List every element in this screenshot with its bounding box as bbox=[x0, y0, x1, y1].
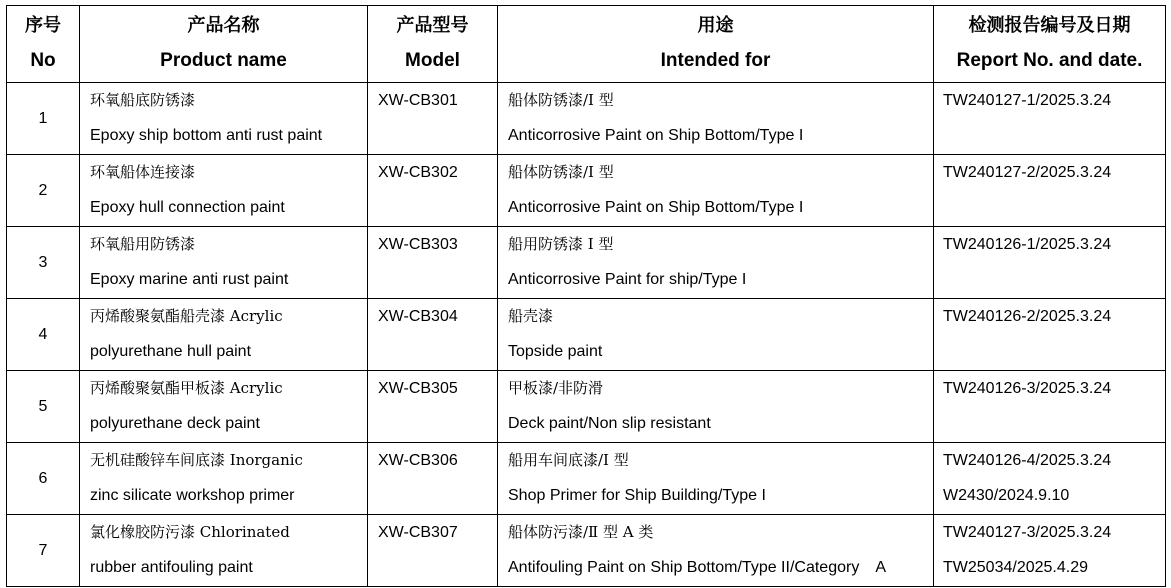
table-row bbox=[7, 299, 1166, 371]
product-name-cell bbox=[80, 299, 368, 371]
intended-for-en: Anticorrosive Paint on Ship Bottom/Type I bbox=[508, 127, 804, 144]
intended-for-cell bbox=[498, 299, 934, 371]
report-line-1: TW240126-3/2025.3.24 bbox=[943, 380, 1112, 397]
report-line-2 bbox=[934, 334, 1165, 369]
intended-for-en: Topside paint bbox=[508, 343, 603, 360]
intended-for-en: Anticorrosive Paint on Ship Bottom/Type I bbox=[508, 199, 804, 216]
header-report-en: Report No. and date. bbox=[956, 50, 1143, 71]
product-name-zh: 丙烯酸聚氨酯船壳漆 Acrylic bbox=[90, 307, 283, 325]
product-name-cell bbox=[80, 227, 368, 299]
report-line-2: TW25034/2025.4.29 bbox=[943, 559, 1088, 576]
intended-for-en: Deck paint/Non slip resistant bbox=[508, 415, 711, 432]
product-name-cell bbox=[80, 515, 368, 587]
table-row bbox=[7, 155, 1166, 227]
intended-for-en: Anticorrosive Paint for ship/Type I bbox=[508, 271, 747, 288]
model-value: XW-CB306 bbox=[378, 452, 458, 469]
report-line-1: TW240126-1/2025.3.24 bbox=[943, 236, 1112, 253]
intended-for-cell bbox=[498, 227, 934, 299]
table-row bbox=[7, 515, 1166, 587]
row-number: 7 bbox=[7, 515, 80, 587]
header-intended-for-en: Intended for bbox=[660, 50, 771, 71]
product-name-cell bbox=[80, 83, 368, 155]
product-name-en: Epoxy marine anti rust paint bbox=[90, 271, 289, 288]
intended-for-cell bbox=[498, 515, 934, 587]
model-cell bbox=[368, 371, 498, 443]
report-line-2 bbox=[934, 406, 1165, 441]
intended-for-cell bbox=[498, 155, 934, 227]
model-cell bbox=[368, 443, 498, 515]
header-no-en: No bbox=[30, 50, 56, 71]
report-line-1: TW240126-4/2025.3.24 bbox=[943, 452, 1112, 469]
product-name-cell bbox=[80, 443, 368, 515]
report-line-2: W2430/2024.9.10 bbox=[943, 487, 1070, 504]
product-name-zh: 环氧船底防锈漆 bbox=[90, 91, 196, 109]
model-cell bbox=[368, 227, 498, 299]
intended-for-zh: 甲板漆/非防滑 bbox=[508, 379, 604, 397]
table-row bbox=[7, 443, 1166, 515]
product-name-zh: 环氧船用防锈漆 bbox=[90, 235, 196, 253]
header-product-name bbox=[80, 6, 368, 83]
product-name-zh: 丙烯酸聚氨酯甲板漆 Acrylic bbox=[90, 379, 283, 397]
report-cell bbox=[934, 83, 1166, 155]
product-name-en: Epoxy ship bottom anti rust paint bbox=[90, 127, 323, 144]
product-name-zh: 无机硅酸锌车间底漆 Inorganic bbox=[90, 451, 303, 469]
row-number: 4 bbox=[7, 299, 80, 371]
row-number: 5 bbox=[7, 371, 80, 443]
model-cell bbox=[368, 515, 498, 587]
header-no-zh: 序号 bbox=[25, 15, 61, 36]
intended-for-cell bbox=[498, 83, 934, 155]
header-report bbox=[934, 6, 1166, 83]
intended-for-cell bbox=[498, 443, 934, 515]
header-report-zh: 检测报告编号及日期 bbox=[968, 15, 1131, 36]
intended-for-cell bbox=[498, 371, 934, 443]
report-cell bbox=[934, 443, 1166, 515]
intended-for-zh: 船用车间底漆/I 型 bbox=[508, 451, 629, 469]
report-cell bbox=[934, 227, 1166, 299]
model-cell bbox=[368, 83, 498, 155]
report-line-1: TW240127-1/2025.3.24 bbox=[943, 92, 1112, 109]
product-name-en: polyurethane hull paint bbox=[90, 343, 252, 360]
row-number: 2 bbox=[7, 155, 80, 227]
table-row bbox=[7, 227, 1166, 299]
report-line-2 bbox=[934, 118, 1165, 153]
model-value: XW-CB307 bbox=[378, 524, 458, 541]
model-cell bbox=[368, 155, 498, 227]
row-number: 1 bbox=[7, 83, 80, 155]
intended-for-zh: 船体防锈漆/I 型 bbox=[508, 163, 614, 181]
report-cell bbox=[934, 155, 1166, 227]
header-model bbox=[368, 6, 498, 83]
table-row bbox=[7, 83, 1166, 155]
product-name-cell bbox=[80, 155, 368, 227]
header-row bbox=[7, 6, 1166, 83]
product-name-en: zinc silicate workshop primer bbox=[90, 487, 295, 504]
report-line-1: TW240127-2/2025.3.24 bbox=[943, 164, 1112, 181]
model-value: XW-CB305 bbox=[378, 380, 458, 397]
intended-for-en: Antifouling Paint on Ship Bottom/Type II/Category A bbox=[508, 559, 886, 576]
model-value: XW-CB304 bbox=[378, 308, 458, 325]
intended-for-en: Shop Primer for Ship Building/Type I bbox=[508, 487, 766, 504]
model-value: XW-CB302 bbox=[378, 164, 458, 181]
intended-for-zh: 船壳漆 bbox=[508, 307, 554, 325]
intended-for-zh: 船用防锈漆 I 型 bbox=[508, 235, 614, 253]
header-intended-for-zh: 用途 bbox=[697, 15, 734, 36]
header-model-zh: 产品型号 bbox=[396, 15, 469, 36]
product-name-cell bbox=[80, 371, 368, 443]
header-intended-for bbox=[498, 6, 934, 83]
report-cell bbox=[934, 371, 1166, 443]
report-line-1: TW240127-3/2025.3.24 bbox=[943, 524, 1112, 541]
model-cell bbox=[368, 299, 498, 371]
intended-for-zh: 船体防污漆/Ⅱ 型 A 类 bbox=[508, 523, 654, 541]
header-no bbox=[7, 6, 80, 83]
product-name-zh: 氯化橡胶防污漆 Chlorinated bbox=[90, 523, 290, 541]
row-number: 3 bbox=[7, 227, 80, 299]
product-name-zh: 环氧船体连接漆 bbox=[90, 163, 196, 181]
model-value: XW-CB303 bbox=[378, 236, 458, 253]
product-name-en: polyurethane deck paint bbox=[90, 415, 260, 432]
product-report-table bbox=[6, 5, 1166, 587]
table-row bbox=[7, 371, 1166, 443]
report-line-1: TW240126-2/2025.3.24 bbox=[943, 308, 1112, 325]
report-cell bbox=[934, 515, 1166, 587]
product-name-en: Epoxy hull connection paint bbox=[90, 199, 285, 216]
model-value: XW-CB301 bbox=[378, 92, 458, 109]
row-number: 6 bbox=[7, 443, 80, 515]
report-cell bbox=[934, 299, 1166, 371]
report-line-2 bbox=[934, 190, 1165, 225]
intended-for-zh: 船体防锈漆/I 型 bbox=[508, 91, 614, 109]
header-product-name-zh: 产品名称 bbox=[187, 15, 260, 36]
product-name-en: rubber antifouling paint bbox=[90, 559, 253, 576]
header-product-name-en: Product name bbox=[160, 50, 287, 71]
report-line-2 bbox=[934, 262, 1165, 297]
header-model-en: Model bbox=[405, 50, 460, 71]
